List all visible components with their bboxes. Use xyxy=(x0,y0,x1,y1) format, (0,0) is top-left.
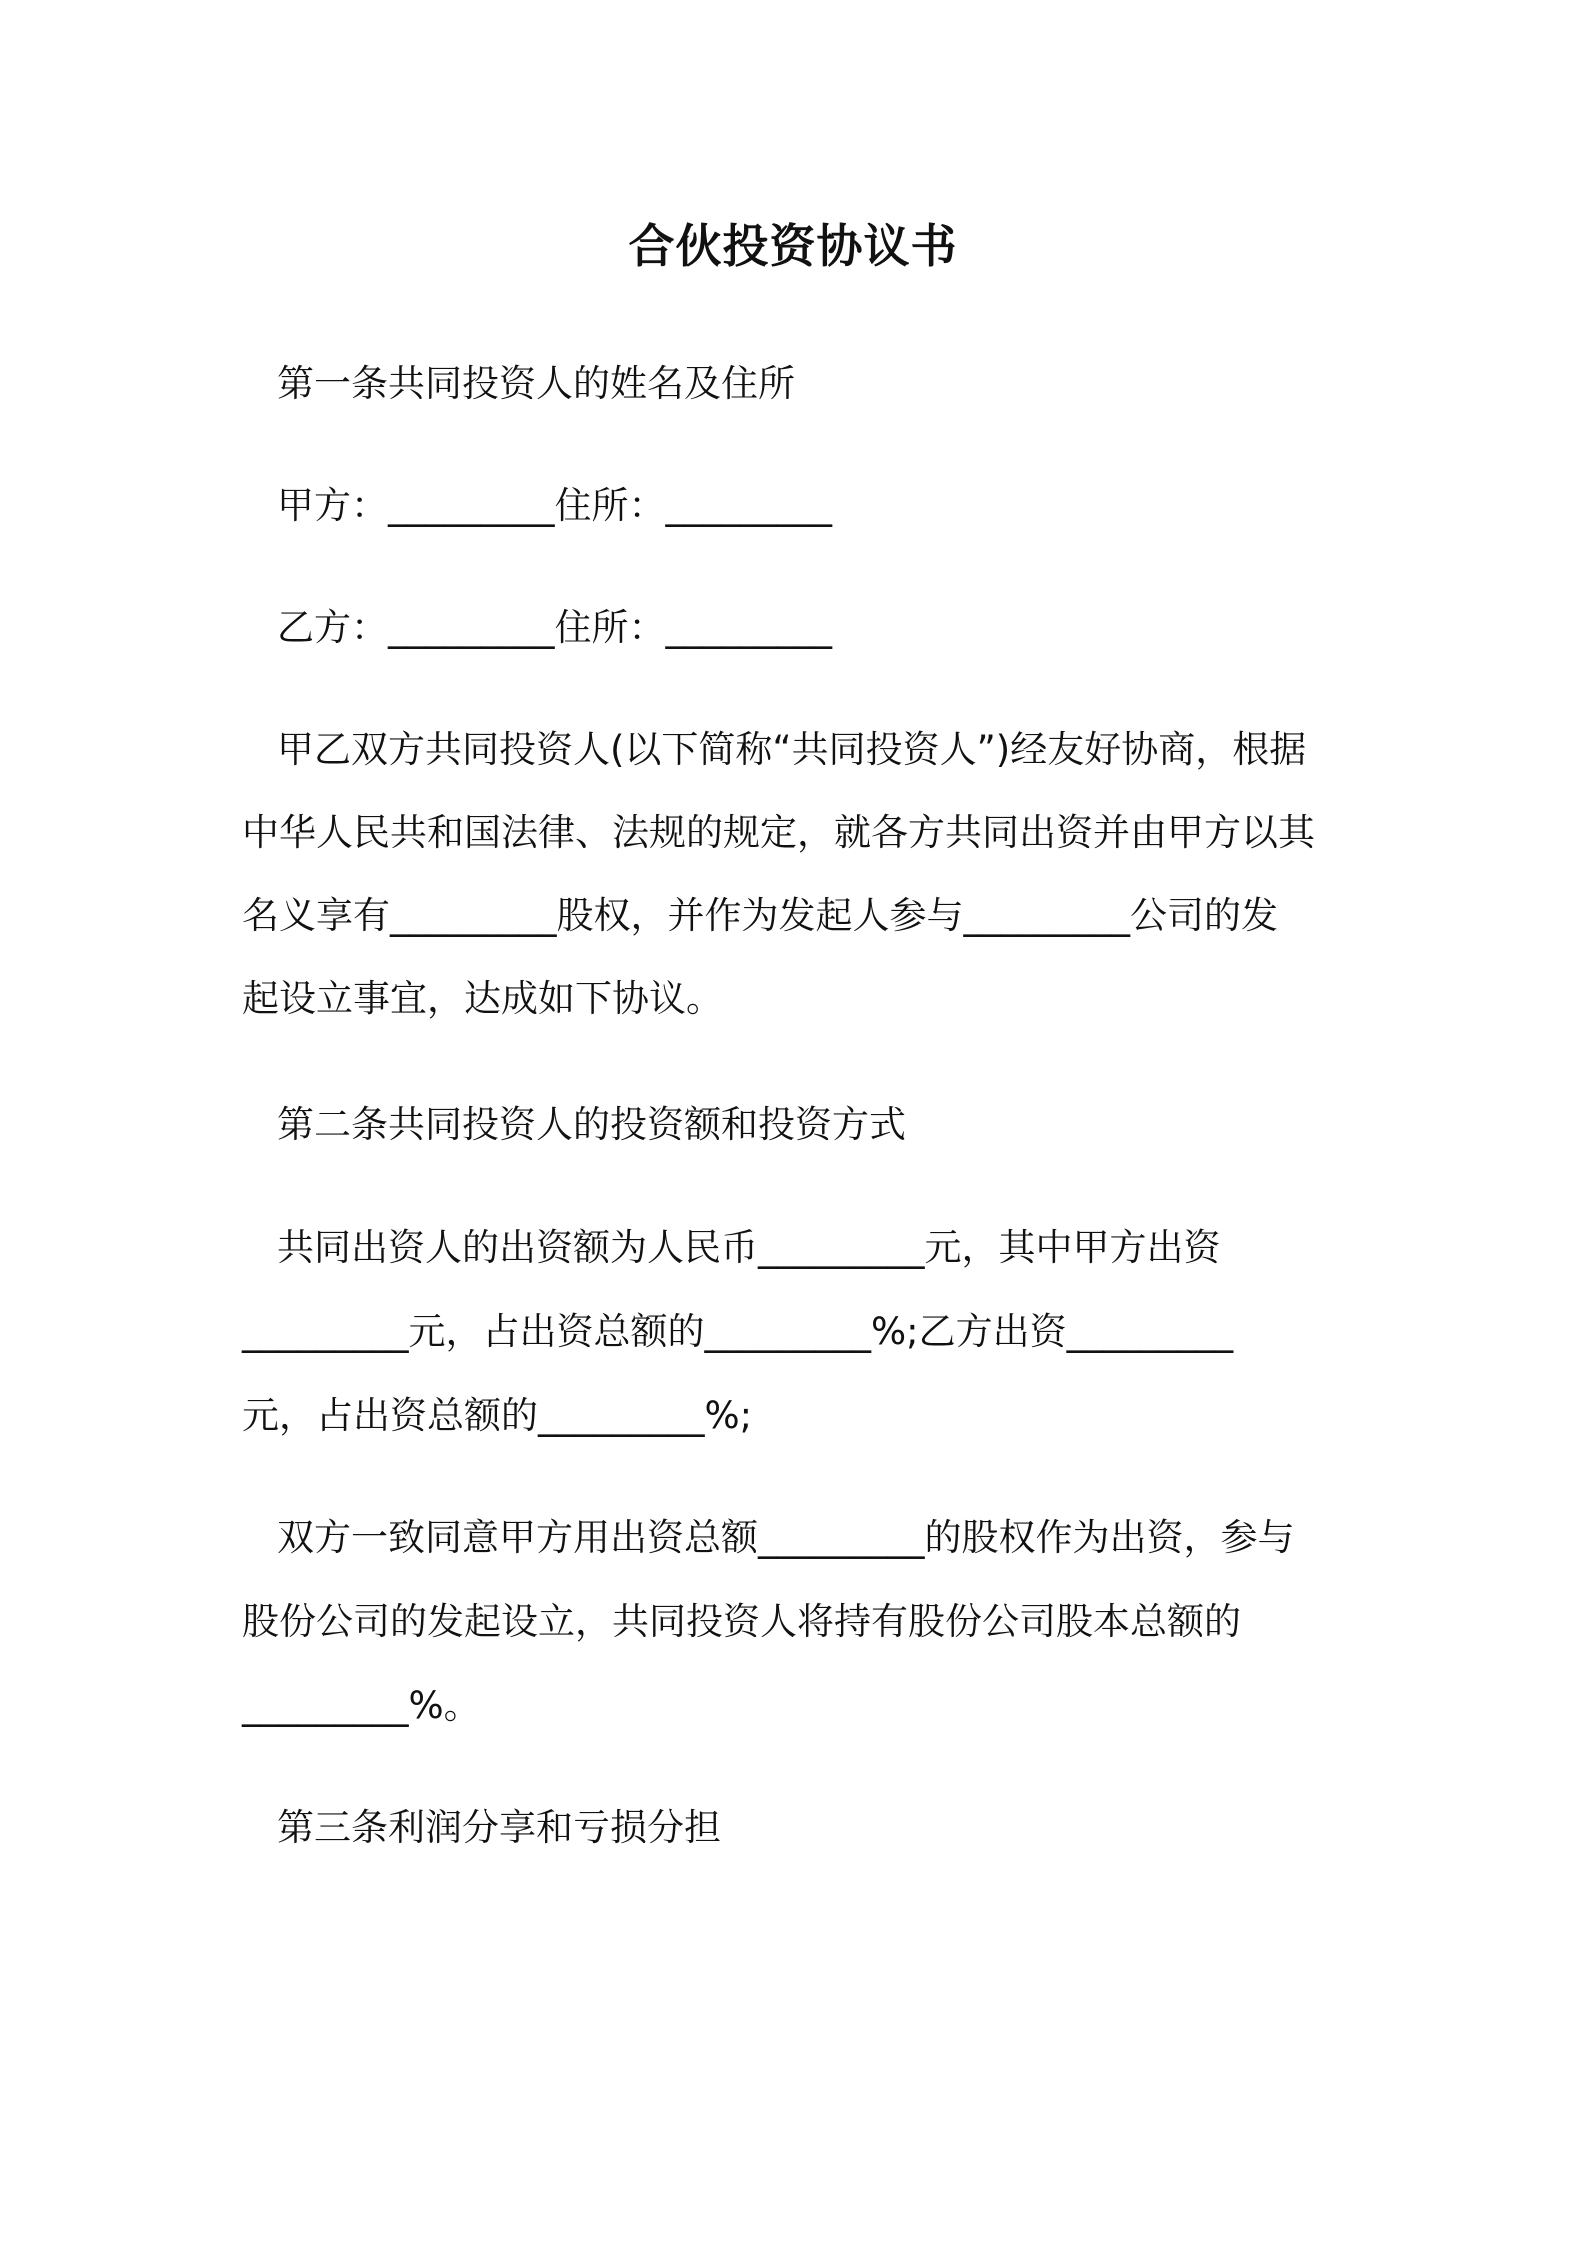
preamble-line-3: 名义享有_________股权，并作为发起人参与_________公司的发 xyxy=(242,894,1278,937)
contribution-line-3: 元，占出资总额的_________%; xyxy=(242,1394,753,1437)
preamble-line-1: 甲乙双方共同投资人(以下简称“共同投资人”)经友好协商，根据 xyxy=(277,728,1307,771)
article-1-heading: 第一条共同投资人的姓名及住所 xyxy=(277,362,795,405)
equity-line-3: _________%。 xyxy=(242,1684,481,1727)
preamble-line-4: 起设立事宜，达成如下协议。 xyxy=(242,977,723,1020)
contribution-line-2: _________元，占出资总额的_________%;乙方出资_________ xyxy=(242,1310,1234,1353)
contribution-line-1: 共同出资人的出资额为人民币_________元，其中甲方出资 xyxy=(277,1226,1221,1269)
preamble-line-2: 中华人民共和国法律、法规的规定，就各方共同出资并由甲方以其 xyxy=(242,811,1315,854)
document-title: 合伙投资协议书 xyxy=(628,219,958,273)
party-b-line: 乙方：_________住所：_________ xyxy=(277,606,832,649)
party-a-line: 甲方：_________住所：_________ xyxy=(277,484,832,527)
article-2-heading: 第二条共同投资人的投资额和投资方式 xyxy=(277,1103,906,1146)
equity-line-1: 双方一致同意甲方用出资总额_________的股权作为出资，参与 xyxy=(277,1516,1295,1559)
equity-line-2: 股份公司的发起设立，共同投资人将持有股份公司股本总额的 xyxy=(242,1600,1241,1643)
article-3-heading: 第三条利润分享和亏损分担 xyxy=(277,1806,721,1849)
